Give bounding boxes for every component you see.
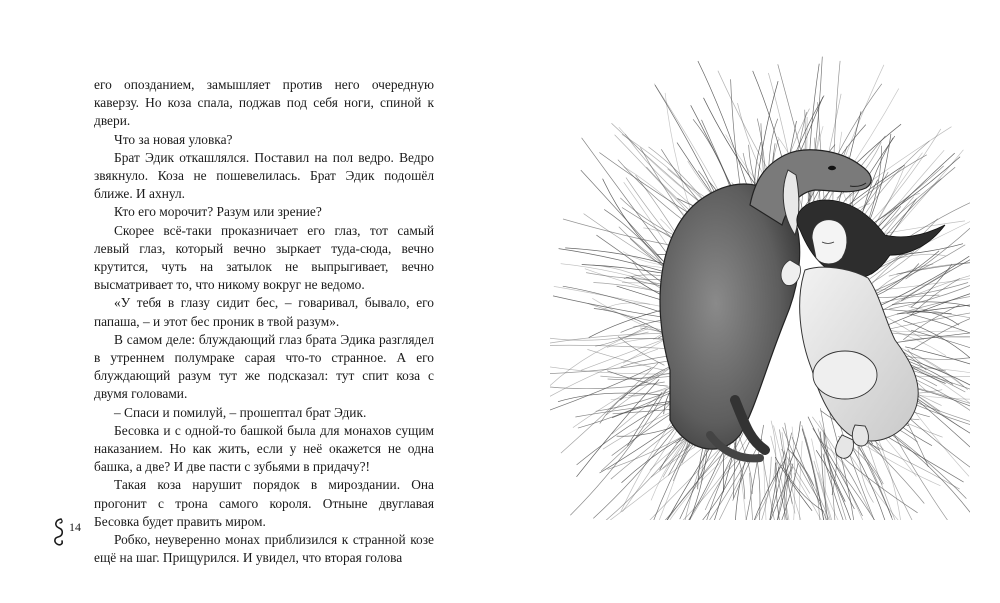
paragraph: Брат Эдик откашлялся. Поставил на пол ведро. Ведро звякнуло. Коза не пошевелилась. Брат Эдик подошёл ближе. И ахнул. xyxy=(94,149,434,202)
paragraph: его опозданием, замышляет против него очередную каверзу. Но коза спала, поджав под себя ноги, спиной к двери. xyxy=(94,77,434,129)
right-page xyxy=(500,0,1000,603)
goat-and-girl-illustration-icon xyxy=(550,40,970,520)
flourish-ornament-icon xyxy=(52,517,66,547)
paragraph: Бесовка и с одной-то башкой была для монахов сущим наказанием. Но как жить, если у неё окажется не одна башка, а две? И две пасти с зубьями в придачу?! xyxy=(94,422,434,475)
paragraph: Робко, неуверенно монах приблизился к странной козе ещё на шаг. Прищурился. И увидел, что вторая голова xyxy=(94,532,434,566)
body-text xyxy=(94,76,434,567)
paragraph: Кто его морочит? Разум или зрение? xyxy=(114,204,322,220)
folio xyxy=(52,517,81,547)
page-number: 14 xyxy=(69,520,81,534)
paragraph: Скорее всё-таки проказничает его глаз, тот самый левый глаз, который вечно зыркает туда-сюда, вечно крутится, чуть на затылок не выпрыгивает, вечно высматривает то, что никому вокруг не ведомо. xyxy=(94,222,434,293)
paragraph: Что за новая уловка? xyxy=(114,131,233,147)
paragraph: «У тебя в глазу сидит бес, – говаривал, бывало, его папаша, – и этот бес проник в твой разум». xyxy=(94,295,434,329)
paragraph: В самом деле: блуждающий глаз брата Эдика разглядел в утреннем полумраке сарая что-то странное. А его блуждающий разум тут же подсказал: тут спит коза с двумя головами. xyxy=(94,331,434,402)
paragraph: Такая коза нарушит порядок в мироздании. Она прогонит с трона самого короля. Отныне двуглавая Бесовка будет править миром. xyxy=(94,477,434,529)
paragraph: – Спаси и помилуй, – прошептал брат Эдик. xyxy=(114,404,367,420)
